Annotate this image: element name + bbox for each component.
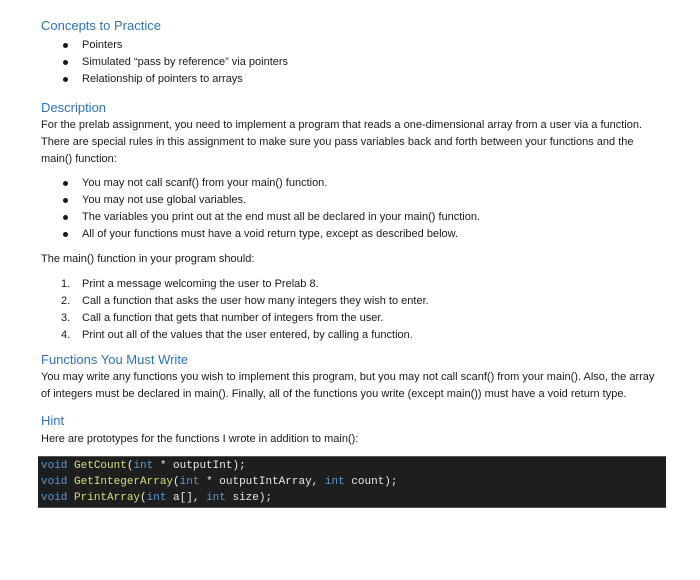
description-heading: Description	[41, 100, 107, 115]
list-item: You may not use global variables.	[41, 192, 666, 209]
concepts-heading: Concepts to Practice	[41, 18, 161, 33]
step-number: 2.	[61, 295, 71, 307]
code-keyword: void	[41, 492, 68, 504]
code-rest: * outputInt);	[153, 460, 246, 472]
code-keyword: void	[41, 460, 68, 472]
rules-list	[41, 175, 666, 243]
code-punct: (	[173, 476, 180, 488]
step-number: 1.	[61, 278, 71, 290]
document-content	[41, 16, 666, 508]
step-number: 3.	[61, 312, 71, 324]
code-type: int	[206, 492, 226, 504]
code-rest: size);	[225, 492, 273, 504]
step-text: Call a function that asks the user how many integers they wish to enter.	[82, 295, 429, 307]
step-text: Print a message welcoming the user to Prelab 8.	[82, 278, 319, 290]
description-paragraph: For the prelab assignment, you need to implement a program that reads a one-dimensional array from a user via a function. There are special rules in this assignment to make sure you pass variables back and forth between your functions and the main() function:	[41, 119, 643, 165]
list-item	[41, 327, 666, 344]
list-item: Pointers	[41, 37, 666, 54]
code-line	[41, 458, 666, 474]
list-item	[41, 276, 666, 293]
code-block	[38, 456, 666, 508]
hint-text: Here are prototypes for the functions I wrote in addition to main():	[41, 433, 359, 445]
list-item: Relationship of pointers to arrays	[41, 71, 666, 88]
code-mid: a[],	[166, 492, 207, 504]
list-item: All of your functions must have a void return type, except as described below.	[41, 226, 666, 243]
list-item	[41, 293, 666, 310]
main-intro-text: The main() function in your program should:	[41, 253, 255, 265]
concepts-list	[41, 37, 666, 88]
code-punct: (	[140, 492, 147, 504]
functions-paragraph: You may write any functions you wish to implement this program, but you may not call scanf() from your main(). Also, the array of integers must be declared in main(). Finally, all of the functions you write (except main()) must have a void return type.	[41, 371, 655, 400]
code-function-name: GetCount	[74, 460, 127, 472]
list-item	[41, 310, 666, 327]
code-type: int	[133, 460, 154, 472]
step-text: Call a function that gets that number of integers from the user.	[82, 312, 384, 324]
list-item: The variables you print out at the end must all be declared in your main() function.	[41, 209, 666, 226]
code-line	[41, 490, 666, 506]
code-rest: count);	[344, 476, 398, 488]
code-punct: (	[126, 460, 134, 472]
list-item: You may not call scanf() from your main() function.	[41, 175, 666, 192]
code-type: int	[146, 492, 167, 504]
steps-list	[41, 276, 666, 344]
code-keyword: void	[41, 476, 68, 488]
code-function-name: PrintArray	[74, 492, 141, 504]
hint-heading: Hint	[41, 413, 65, 428]
step-text: Print out all of the values that the user entered, by calling a function.	[82, 329, 413, 341]
step-number: 4.	[61, 329, 71, 341]
code-line	[41, 474, 666, 490]
code-type: int	[324, 476, 345, 488]
code-function-name: GetIntegerArray	[74, 476, 174, 488]
code-mid: * outputIntArray,	[199, 476, 325, 488]
list-item: Simulated “pass by reference” via pointers	[41, 54, 666, 71]
code-type: int	[179, 476, 200, 488]
functions-heading: Functions You Must Write	[41, 352, 189, 367]
